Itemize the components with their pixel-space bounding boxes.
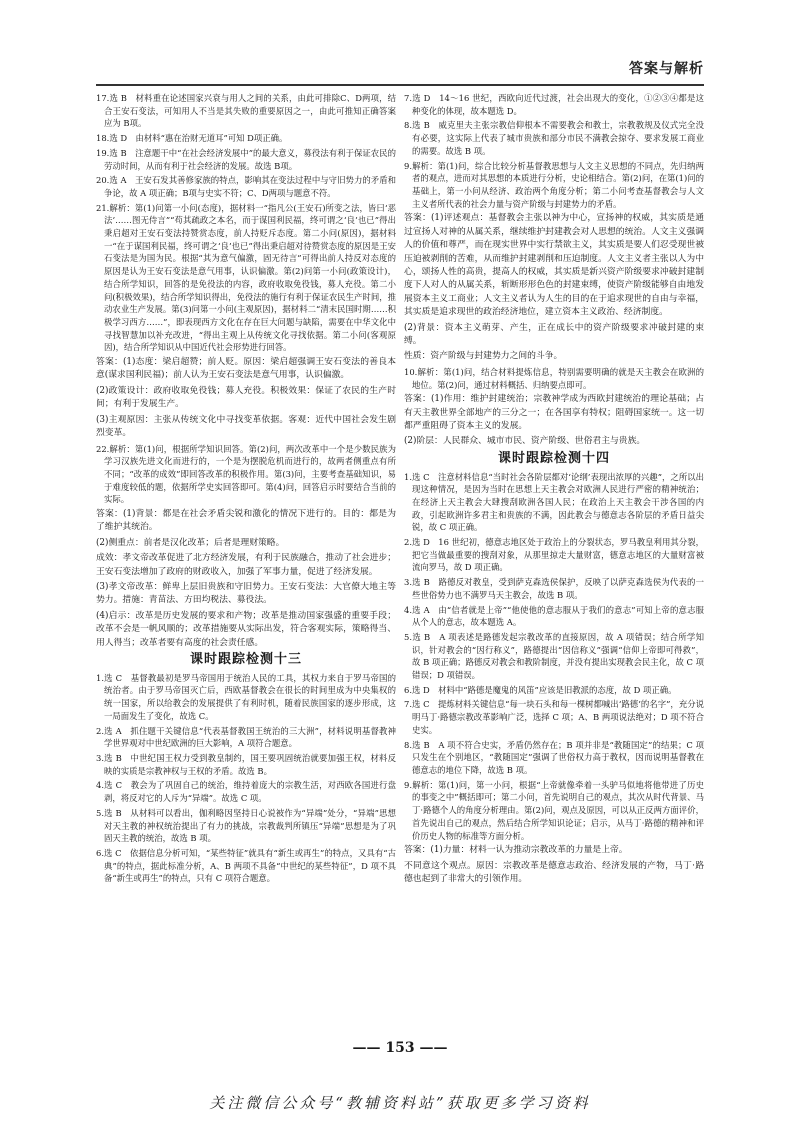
answer-paragraph: (2)侧重点：前者是汉化改革；后者是理财策略。 [96, 537, 285, 548]
section-heading: 课时跟踪检测十三 [189, 652, 302, 668]
header-title: 答案与解析 [629, 61, 704, 77]
header-rule [96, 84, 704, 86]
question-paragraph: 21.解析：第(1)问第一小问(态度)，据材料一“指凡公(王安石)所变之法，皆曰‘恶法’……图无侍言”“苟其疏政之本名，而于谋国利民福，终可谓之‘良’也已”得出秉启超对王安石变法持赞赏态度，前人持贬斥态度。第二小问(原因)，据材料一“在于谋国利民福，终可谓之‘良’也已”得出秉启超对待赞赏态度的原因是王安石变法是为国为民。根据“其为意气偏激，固无待言”可得出前人持反对态度的原因是认为王安石变法是意气用事，认识偏激。第(2)问第一小问(政策设计)，结合所学知识，回答的是免役法的内容，政府收取免役钱，募人充役。第二小问(积极效果)，结合所学知识得出，免役法的施行有利于保证农民生产时间，推动农业生产发展。第(3)问第一小问(主观原因)，据材料二“清末民国时期……积极学习西方……”，即表现西方文化在存在巨大问题与缺陷，需要在中华文化中寻找智慧加以补充改进，“得出主观上从传统文化寻找依据。第二小问(客观原因)，结合所学知识从中国近代社会形势进行回答。 [96, 202, 396, 353]
question-paragraph: 3.选 B 中世纪国王权力受到教皇制约，国王要巩固统治就要加强王权，材料反映的实质是宗教神权与王权的矛盾。故选 B。 [96, 753, 396, 776]
footer-note: 关注微信公众号“教辅资料站”获取更多学习资料 [209, 1094, 591, 1112]
answer-paragraph: (2)背景：资本主义萌芽、产生，正在成长中的资产阶级要求冲破封建的束缚。 [404, 322, 704, 346]
question-paragraph: 2.选 A 抓住题干关键信息“代表基督教国王统治的三大洲”，材料说明基督教神学世界观对中世纪欧洲的巨大影响，A 项符合题意。 [96, 725, 396, 749]
answer-paragraph: 答案：(1)评述观点：基督教会主张以神为中心，宣扬神的权威，其实质是通过宣扬人对神的从属关系，继续维护封建教会对人思想的统治。人文主义强调人的价值和尊严，而在现实世界中实行禁欲主义，其实质是要人们忍受现世被压迫被剥削的苦难，从而维护封建剥削和压迫制度。人文主义者主张以人为中心，颂扬人性的高贵，提高人的权威，其实质是新兴资产阶级要求冲破封建制度下人对人的从属关系，斩断形形色色的封建束缚，使资产阶级能够自由地发展资本主义工商业；人文主义者认为人生的目的在于追求现世的自由与幸福，其实质是追求现世的政治经济地位，建立资本主义政治、经济制度。 [404, 213, 704, 318]
question-paragraph: 1.选 C 基督教最初是罗马帝国用于统治人民的工具，其权力来自于罗马帝国的统治者。由于罗马帝国灭亡后，西欧基督教会在很长的时间里成为中央集权的统一国家，所以给教会的发展提供了有利时机，随着民族国家的逐步形成，这一局面发生了变化，故选 C。 [96, 672, 396, 721]
page-number-value: 153 [385, 1040, 415, 1056]
page-number: —— 153 —— [352, 1040, 448, 1056]
answer-paragraph: (4)启示：改革是历史发展的要求和产物；改革是推动国家强盛的重要手段；改革不会是一帆风顺的；改革措施要从实际出发，符合客观实际，策略得当、用人得当；改革者要有高度的社会责任感。 [96, 610, 396, 648]
page-header [0, 0, 800, 92]
question-paragraph: 8.选 B 威克里夫主张宗教信仰根本不需要教会和教士，宗教教规及仪式完全没有必要，这实际上代表了城市贵族和部分市民不满教会掠夺、要求发展工商业的需要。故选 B 项。 [404, 120, 704, 156]
answer-paragraph: (3)主观原因：主张从传统文化中寻找变革依据。客观：近代中国社会发生剧烈变革。 [96, 414, 396, 439]
question-paragraph: 7.选 C 提炼材料关键信息“每一块石头和每一棵树都喊出‘路德’的名字”，充分说明马丁·路德宗教改革影响广泛，选择 C 项；A、B 两项说法绝对；D 项不符合史实。 [404, 699, 704, 735]
question-paragraph: 9.解析：第(1)问，综合比较分析基督教思想与人文主义思想的不同点，先归纳两者的观点，进而对其思想的本质进行分析，史论相结合。第(2)问，在第(1)问的基础上，第一小问从经济、政治两个角度分析；第二小问考查基督教会与人文主义者所代表的社会力量与资产阶级与封建势力的矛盾。 [404, 160, 704, 209]
question-paragraph: 7.选 D 14～16 世纪，西欧向近代过渡，社会出现大的变化，①②③④都是这种变化的体现，故本题选 D。 [404, 93, 704, 116]
question-paragraph: 20.选 A 王安石发其善修家族的特点，影响其在变法过程中与守旧势力的矛盾和争论，故 A 项正确；B项与史实不符；C、D两项与题意不符。 [96, 175, 396, 198]
answer-paragraph: 答案：(1)态度：梁启超赞；前人贬。原因：梁启超强调王安石变法的善良本意(谋求国利民福)；前人认为王安石变法是意气用事，认识偏激。 [96, 357, 396, 381]
answer-paragraph: 不同意这个观点。原因：宗教改革是德意志政治、经济发展的产物，马丁·路德也起到了非常大的引领作用。 [404, 860, 704, 885]
question-paragraph: 3.选 B 路德反对教皇，受到萨克森选侯保护，反映了以萨克森选侯为代表的一些世俗势力也不满罗马天主教会，故选 B 项。 [404, 577, 704, 600]
answer-paragraph: 答案：(1)作用：维护封建统治；宗教神学成为西欧封建统治的理论基础；占有天主教世界全部地产的三分之一；在各国享有特权；阻碍国家统一。这一切都严重阻碍了资本主义的发展。 [404, 394, 704, 432]
question-paragraph: 2.选 D 16 世纪初，德意志地区处于政治上的分裂状态，罗马教皇利用其分裂，把它当做最重要的搜刮对象，从那里掠走大量财富，德意志地区的大量财富被流向罗马，故 D 项正确。 [404, 537, 704, 573]
left-column [96, 92, 396, 887]
question-paragraph: 17.选 B 材料重在论述国家兴衰与用人之间的关系，由此可排除C、D两项，结合王安石变法，可知用人不当是其失败的重要原因之一，由此可推知正确答案应为 B项。 [96, 93, 396, 129]
answer-paragraph: 答案：(1)力量：材料一认为推动宗教改革的力量是上帝。 [404, 845, 628, 856]
answer-paragraph: 性质：资产阶级与封建势力之间的斗争。 [404, 351, 563, 362]
right-column [404, 92, 704, 888]
answer-paragraph: (2)政策设计：政府收取免役钱；募人充役。积极效果：保证了农民的生产时间；有利于发展生产。 [96, 385, 396, 410]
question-paragraph: 6.选 D 材料中“路德是魔鬼的风笛”应该是旧教派的态度，故 D 项正确。 [404, 684, 677, 695]
question-paragraph: 18.选 D 由材料“惠在治财无道耳”可知 D项正确。 [96, 133, 288, 144]
answer-paragraph: 答案：(1)背景：都是在社会矛盾尖锐和激化的情况下进行的。目的：都是为了维护其统治。 [96, 509, 396, 533]
answer-paragraph: (2)阶层：人民群众、城市市民、资产阶级、世俗君主与贵族。 [404, 436, 646, 447]
question-paragraph: 1.选 C 注意材料信息“当时社会各阶层都对‘论纲’表现出浓厚的兴趣”，之所以出现这种情况，是因为当时在思想上天主教会对欧洲人民进行严密的精神统治；在经济上天主教会大肆搜刮欧洲各国人民；在政治上天主教会干涉各国的内政，引起欧洲许多君主和贵族的不满，因此教会与德意志各阶层的矛盾日益尖锐，故 C 项正确。 [404, 471, 704, 533]
answer-paragraph: 成效：孝文帝改革促进了北方经济发展，有利于民族融合，推动了社会进步；王安石变法增加了政府的财政收入，加强了军事力量，促进了经济发展。 [96, 553, 396, 577]
question-paragraph: 4.选 C 教会为了巩固自己的统治，维持着庞大的宗教生活，对西欧各国进行盘剥，将反对它的人斥为“异端”。故选 C 项。 [96, 780, 396, 804]
answer-paragraph: (3)孝文帝改革：鲜卑上层旧贵族和守旧势力。王安石变法：大官僚大地主等势力。措施：青苗法、方田均税法、募役法。 [96, 582, 396, 606]
question-paragraph: 5.选 B 从材料可以看出，伽利略因坚持日心说被作为“异端”处分，“异端”思想对天主教的神权统治提出了有力的挑战，宗教裁判所镇压“异端”思想是为了巩固天主教的统治，故选 B 项。 [96, 807, 396, 844]
question-paragraph: 9.解析：第(1)问，第一小问，根据“上帝就像牵着一头驴马似地将他带进了历史的事变之中”概括即可；第二小问，首先说明自己的观点，其次从时代背景、马丁·路德个人的角度分析理由。第(2)问，观点及原因，可以从正反两方面评价，首先说出自己的观点，然后结合所学知识论证；启示，从马丁·路德的精神和评价历史人物的标准等方面分析。 [404, 779, 704, 841]
question-paragraph: 22.解析：第(1)问，根据所学知识回答。第(2)问，两次改革中一个是少数民族为学习汉族先进文化而进行的，一个是为摆脱危机而进行的，故两者侧重点有所不同；“改革的成效”即回答改革的积极作用。第(3)问，主要考查基础知识，易于难度较低的题，依据所学史实回答即可。第(4)问，回答启示时要结合当前的实际。 [96, 443, 396, 505]
question-paragraph: 10.解析：第(1)问，结合材料提炼信息，特别需要明确的就是天主教会在欧洲的地位。第(2)问，通过材料概括、归纳要点即可。 [404, 366, 704, 390]
question-paragraph: 8.选 B A 项不符合史实，矛盾仍然存在；B 项并非是“教随国定”的结果；C 项只发生在个别地区，“教随国定”强调了世俗权力高于教权，因而说明基督教在德意志的地位下降，故选 B 项。 [404, 739, 704, 775]
question-paragraph: 6.选 C 依据信息分析可知，“某些特征”就具有“新生或再生”的特点，又具有“古典”的特点，据此标准分析，A、B 两项不具备“中世纪的某些特征”，D 项不具备“新生或再生”的特点，只有 C 项符合题意。 [96, 847, 396, 884]
question-paragraph: 4.选 A 由“信者就是上帝”“他使他的意志服从于我们的意志”可知上帝的意志服从个人的意志，故本题选 A。 [404, 604, 704, 628]
question-paragraph: 19.选 B 注意题干中“在社会经济发展中”的最大意义，募役法有利于保证农民的劳动时间，从而有利于社会经济的发展。故选 B项。 [96, 147, 396, 171]
question-paragraph: 5.选 B A 项表述是路德发起宗教改革的直接原因，故 A 项错误；结合所学知识，针对教会的“因行称义”，路德提出“因信称义”强调“信仰上帝即可得救”，故 B 项正确；路德反对教会和教阶制度，并没有提出实现教会民主化，故 C 项错误；D 项错误。 [404, 631, 704, 681]
section-heading: 课时跟踪检测十四 [497, 450, 610, 466]
